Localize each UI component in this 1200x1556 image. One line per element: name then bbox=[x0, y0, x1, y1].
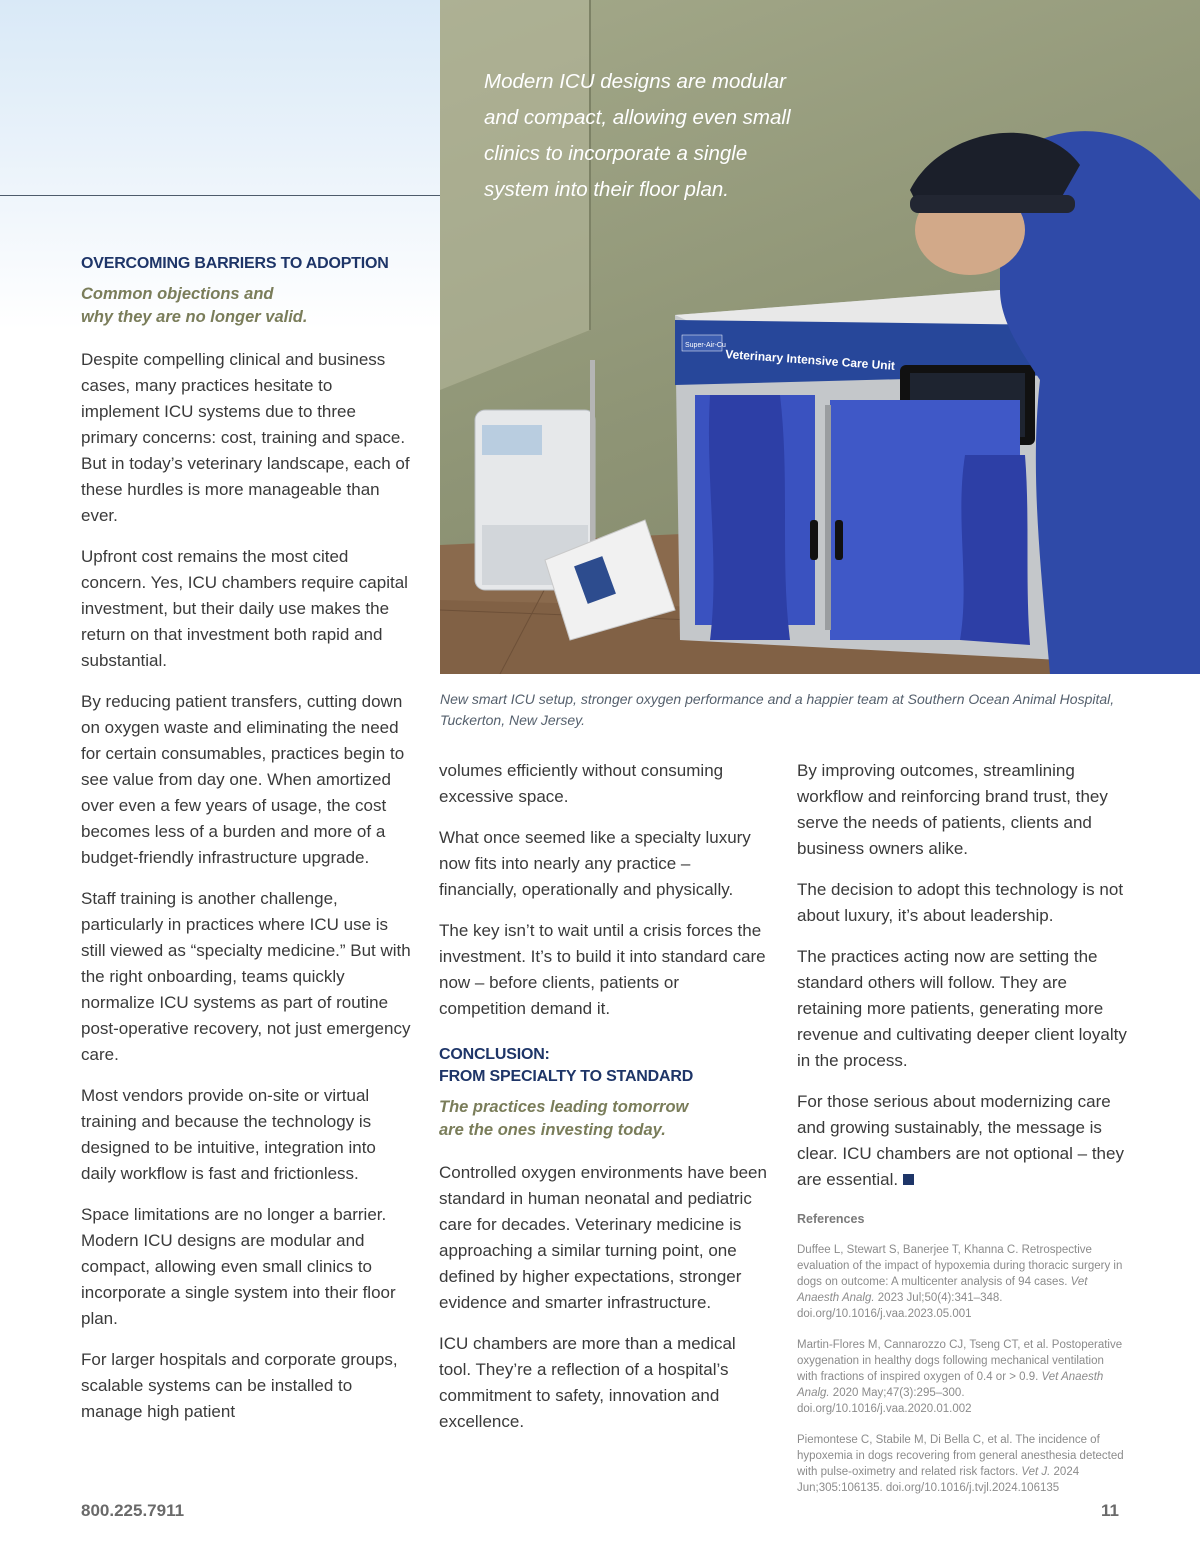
body-paragraph-final bbox=[797, 1089, 1127, 1193]
body-paragraph: Space limitations are no longer a barrier. Modern ICU designs are modular and compact, allowing even small clinics to incorporate a single system into their floor plan. bbox=[81, 1205, 396, 1328]
body-paragraph: The practices acting now are setting the standard others will follow. They are retaining more patients, generating more revenue and cultivating deeper client loyalty in the process. bbox=[797, 947, 1127, 1070]
end-of-article-mark bbox=[903, 1174, 914, 1185]
reference-item bbox=[797, 1337, 1127, 1417]
subhead-line: Common objections and bbox=[81, 285, 274, 303]
reference-item bbox=[797, 1432, 1127, 1496]
body-paragraph: The key isn’t to wait until a crisis forces the investment. It’s to build it into standard care now – before clients, patients or competition demand it. bbox=[439, 921, 766, 1018]
footer-phone: 800.225.7911 bbox=[81, 1501, 185, 1520]
heading-line: FROM SPECIALTY TO STANDARD bbox=[439, 1068, 694, 1085]
body-paragraph: Most vendors provide on-site or virtual training and because the technology is designed to be intuitive, integration into daily workflow is fast and frictionless. bbox=[81, 1086, 376, 1183]
references bbox=[797, 1211, 1127, 1496]
page-number: 11 bbox=[1101, 1501, 1119, 1520]
reference-citation: 2020 May;47(3):295–300. doi.org/10.1016/j.vaa.2020.01.002 bbox=[797, 1387, 972, 1415]
middle-column bbox=[439, 758, 769, 1450]
references-title: References bbox=[797, 1212, 865, 1226]
subhead-line: why they are no longer valid. bbox=[81, 308, 308, 326]
body-paragraph: Despite compelling clinical and business cases, many practices hesitate to implement ICU systems due to three primary concerns: cost, training and space. But in today’s veterinary landscape, each of these hurdles is more manageable than ever. bbox=[81, 350, 410, 525]
body-paragraph: Staff training is another challenge, particularly in practices where ICU use is still viewed as “specialty medicine.” But with the right onboarding, teams quickly normalize ICU systems as part of routine post-operative recovery, not just emergency care. bbox=[81, 889, 411, 1064]
reference-journal: Vet Anaesth Analg. bbox=[797, 1371, 1104, 1399]
reference-authors: Piemontese C, Stabile M, Di Bella C, et al. The incidence of hypoxemia in dogs recovering from general anesthesia detected with pulse-oximetry and related risk factors. bbox=[797, 1434, 1124, 1478]
section-heading-barriers: OVERCOMING BARRIERS TO ADOPTION bbox=[81, 255, 389, 272]
top-divider bbox=[0, 195, 440, 196]
reference-authors: Martin-Flores M, Cannarozzo CJ, Tseng CT, et al. Postoperative oxygenation in healthy dogs following mechanical ventilation with fractions of inspired oxygen of 0.4 or > 0.9. bbox=[797, 1339, 1123, 1383]
body-paragraph: The decision to adopt this technology is not about luxury, it’s about leadership. bbox=[797, 880, 1124, 925]
section-heading-conclusion bbox=[439, 1044, 769, 1088]
body-paragraph: For larger hospitals and corporate groups, scalable systems can be installed to manage high patient bbox=[81, 1350, 398, 1421]
body-paragraph: Upfront cost remains the most cited concern. Yes, ICU chambers require capital investment, but their daily use makes the return on that investment both rapid and substantial. bbox=[81, 547, 408, 670]
reference-journal: Vet Anaesth Analg. bbox=[797, 1276, 1088, 1304]
section-subhead-conclusion bbox=[439, 1096, 769, 1142]
body-paragraph: By improving outcomes, streamlining workflow and reinforcing brand trust, they serve the needs of patients, clients and business owners alike. bbox=[797, 761, 1108, 858]
pull-quote: Modern ICU designs are modular and compact, allowing even small clinics to incorporate a single system into their floor plan. bbox=[484, 70, 791, 201]
reference-journal: Vet J. bbox=[1021, 1466, 1051, 1478]
subhead-line: are the ones investing today. bbox=[439, 1121, 666, 1139]
brand-badge: Super-Air-Cu bbox=[685, 342, 726, 349]
body-paragraph: volumes efficiently without consuming excessive space. bbox=[439, 761, 724, 806]
photo-caption: New smart ICU setup, stronger oxygen performance and a happier team at Southern Ocean Animal Hospital, Tuckerton, New Jersey. bbox=[440, 691, 1115, 728]
body-paragraph: Controlled oxygen environments have been standard in human neonatal and pediatric care for decades. Veterinary medicine is approaching a similar turning point, one defined by higher expectations, stronger evidence and smarter infrastructure. bbox=[439, 1163, 767, 1312]
body-paragraph: What once seemed like a specialty luxury now fits into nearly any practice – financially, operationally and physically. bbox=[439, 828, 751, 899]
reference-citation: 2023 Jul;50(4):341–348. doi.org/10.1016/j.vaa.2023.05.001 bbox=[797, 1292, 1003, 1320]
reference-item bbox=[797, 1242, 1127, 1322]
section-subhead-barriers bbox=[81, 283, 411, 329]
final-paragraph-text: For those serious about modernizing care and growing sustainably, the message is clear. ICU chambers are not optional – they are essential. bbox=[797, 1092, 1124, 1189]
reference-authors: Duffee L, Stewart S, Banerjee T, Khanna C. Retrospective evaluation of the impact of hypoxemia during thoracic surgery in dogs on outcome: A multicenter analysis of 94 cases. bbox=[797, 1244, 1123, 1288]
right-column bbox=[797, 758, 1127, 1511]
body-paragraph: ICU chambers are more than a medical tool. They’re a reflection of a hospital’s commitment to safety, innovation and excellence. bbox=[439, 1334, 736, 1431]
body-paragraph: By reducing patient transfers, cutting down on oxygen waste and eliminating the need for certain consumables, practices begin to see value from day one. When amortized over even a few years of usage, the cost becomes less of a burden and more of a budget-friendly infrastructure upgrade. bbox=[81, 692, 405, 867]
icu-photo bbox=[440, 0, 1200, 674]
left-column bbox=[81, 253, 411, 1440]
subhead-line: The practices leading tomorrow bbox=[439, 1098, 689, 1116]
heading-line: CONCLUSION: bbox=[439, 1046, 550, 1063]
reference-citation: 2024 Jun;305:106135. doi.org/10.1016/j.tvjl.2024.106135 bbox=[797, 1466, 1080, 1494]
unit-label: Veterinary Intensive Care Unit bbox=[724, 347, 896, 373]
